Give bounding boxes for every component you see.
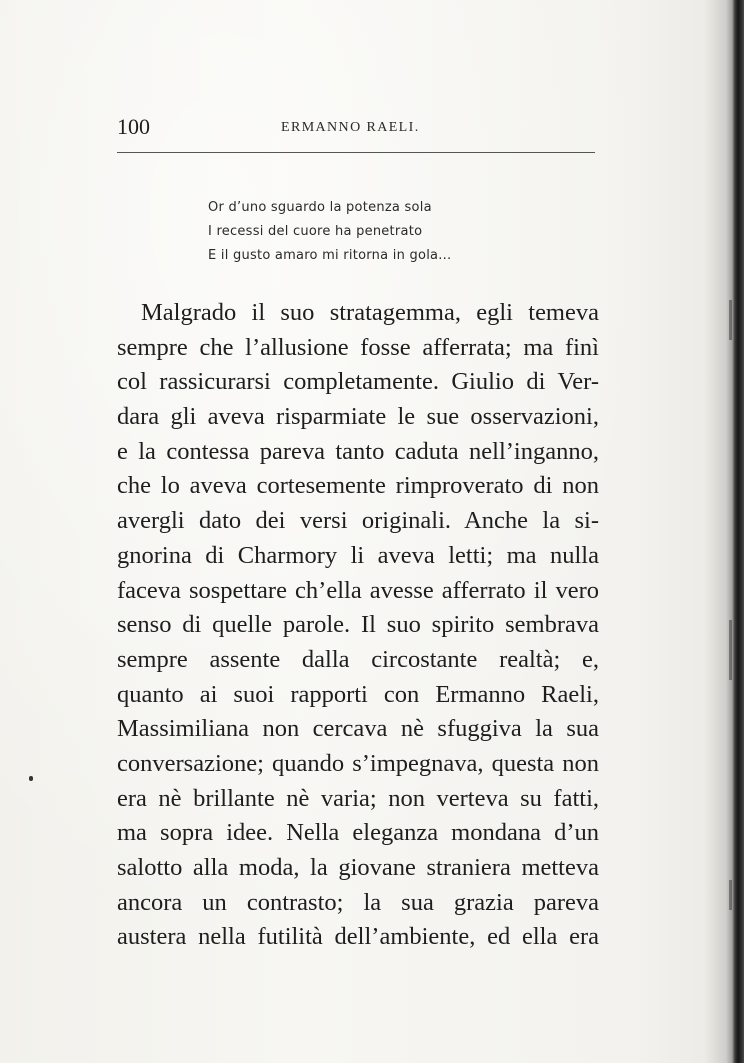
page-number: 100 bbox=[117, 114, 150, 139]
verse-line: I recessi del cuore ha penetrato bbox=[208, 224, 423, 239]
text-line: austera nella futilità dell’ambiente, ed ella era bbox=[117, 923, 599, 951]
text-line: gnorina di Charmory li aveva letti; ma nulla bbox=[117, 541, 599, 569]
header-rule bbox=[117, 152, 595, 153]
text-line: Malgrado il suo stratagemma, egli temeva bbox=[141, 299, 599, 326]
text-line: faceva sospettare ch’ella avesse afferrato il vero bbox=[117, 576, 599, 604]
text-line: ma sopra idee. Nella eleganza mondana d’un bbox=[117, 819, 599, 847]
text-line: dara gli aveva risparmiate le sue osservazioni, bbox=[117, 403, 599, 431]
text-line: Massimiliana non cercava nè sfuggiva la sua bbox=[117, 715, 599, 743]
binding-mark bbox=[729, 300, 732, 340]
page-header bbox=[117, 114, 595, 144]
binding-mark bbox=[729, 880, 732, 910]
margin-ink-dot bbox=[29, 776, 33, 781]
text-line: conversazione; quando s’impegnava, questa non bbox=[117, 749, 599, 777]
text-line: e la contessa pareva tanto caduta nell’inganno, bbox=[117, 437, 599, 465]
text-line: era nè brillante nè varia; non verteva su fatti, bbox=[117, 784, 599, 812]
verse-stanza bbox=[208, 196, 451, 268]
verse-line: E il gusto amaro mi ritorna in gola... bbox=[208, 248, 452, 263]
text-line: avergli dato dei versi originali. Anche la si- bbox=[117, 507, 599, 535]
body-paragraph bbox=[117, 296, 599, 955]
running-title: ERMANNO RAELI. bbox=[281, 120, 420, 135]
book-binding-edge bbox=[704, 0, 744, 1063]
binding-mark bbox=[729, 620, 732, 680]
verse-line: Or d’uno sguardo la potenza sola bbox=[208, 200, 432, 215]
text-line: sempre che l’allusione fosse afferrata; ma finì bbox=[117, 333, 599, 361]
text-line: sempre assente dalla circostante realtà; e, bbox=[117, 645, 599, 673]
text-line: quanto ai suoi rapporti con Ermanno Raeli, bbox=[117, 680, 599, 708]
text-line: col rassicurarsi completamente. Giulio di Ver- bbox=[117, 368, 599, 396]
text-line: che lo aveva cortesemente rimproverato di non bbox=[117, 472, 599, 500]
text-line: senso di quelle parole. Il suo spirito sembrava bbox=[117, 611, 599, 639]
text-line: ancora un contrasto; la sua grazia pareva bbox=[117, 888, 599, 916]
text-line: salotto alla moda, la giovane straniera metteva bbox=[117, 854, 599, 881]
